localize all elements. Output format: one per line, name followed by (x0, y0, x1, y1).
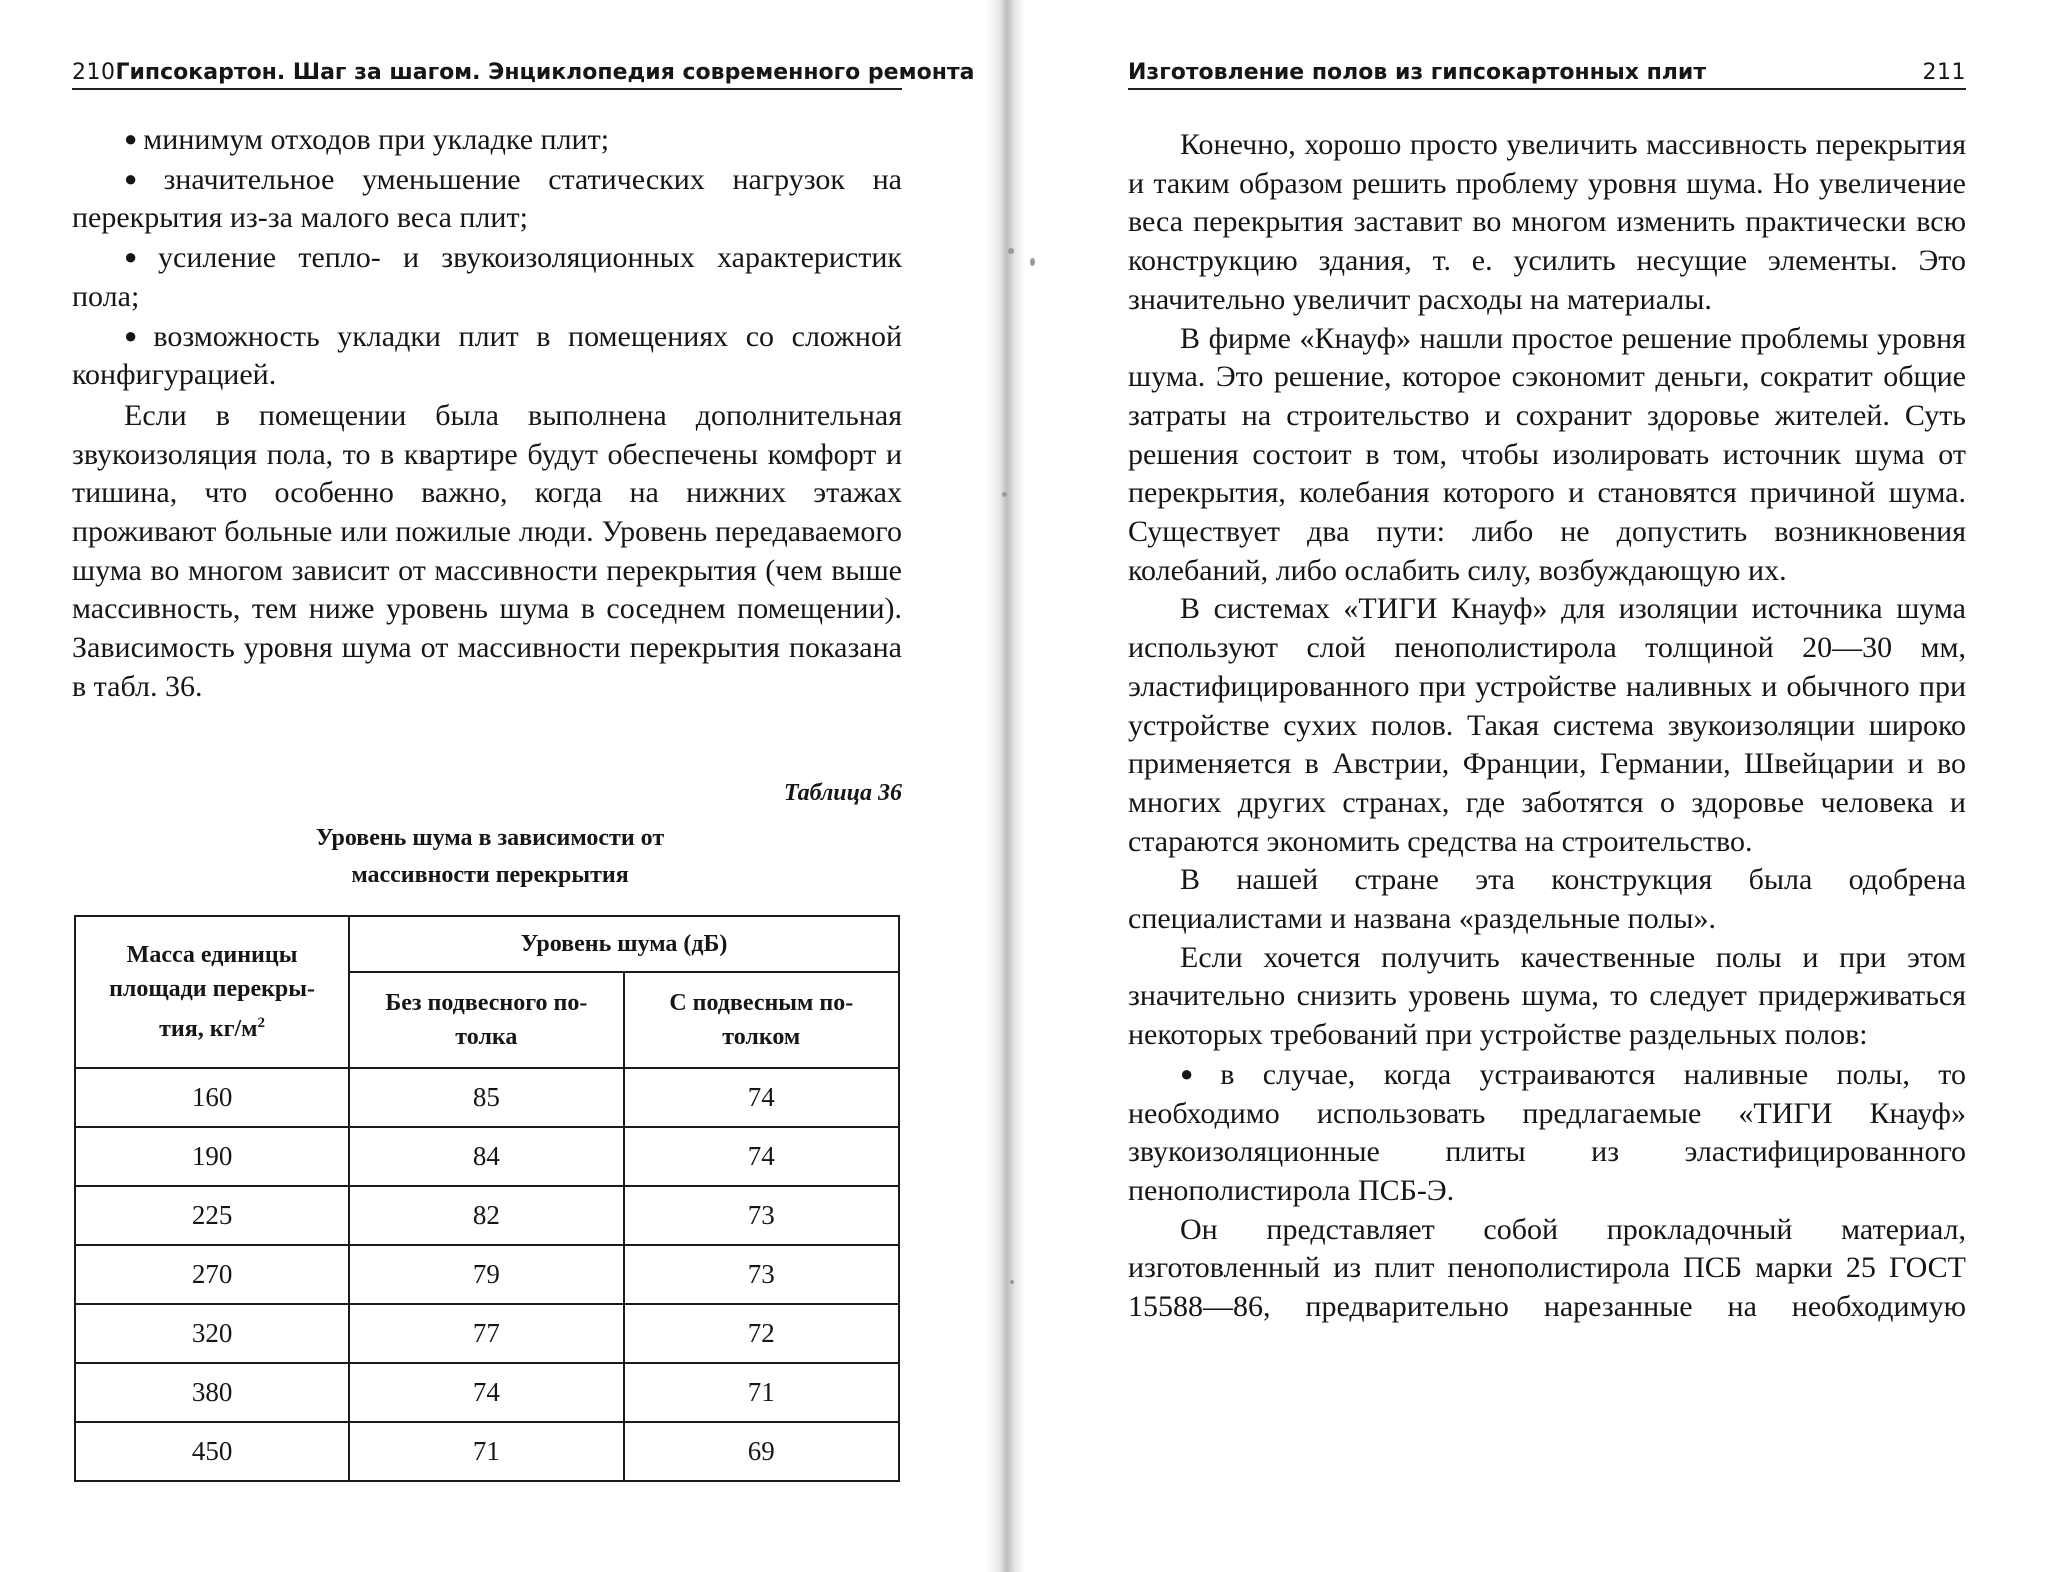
scan-speck (1008, 248, 1014, 254)
left-page (0, 0, 1000, 1572)
bullet-icon: ● (124, 244, 153, 270)
table-row: 190 84 74 (75, 1127, 899, 1186)
header-noise-level: Уровень шума (дБ) (349, 916, 899, 972)
right-page-number: 211 (1922, 60, 1966, 85)
table-row: 160 85 74 (75, 1068, 899, 1127)
table-body (75, 1068, 899, 1481)
body-paragraph: Он представляет собой прокладочный материал, изготовленный из плит пенополистирола ПСБ марки 25 ГОСТ 15588—86, предварительно нарезанные на необходимую (1128, 1212, 1966, 1324)
right-body-text (1128, 126, 1966, 1327)
right-running-title: Изготовление полов из гипсокартонных плит (1128, 60, 1707, 85)
left-running-head (72, 54, 975, 90)
bullet-item: ● минимум отходов при укладке плит; (124, 123, 610, 156)
bullet-item: ● значительное уменьшение статических нагрузок на перекрытия из-за малого веса плит; (72, 162, 903, 235)
left-page-number: 210 (72, 60, 116, 85)
right-running-head (1128, 54, 1966, 90)
header-with-ceiling: С подвесным по- толком (624, 972, 899, 1068)
scan-speck (1002, 492, 1007, 497)
bullet-icon: ● (124, 165, 158, 191)
table-row: 270 79 73 (75, 1245, 899, 1304)
table-row: 380 74 71 (75, 1363, 899, 1422)
table-row: 450 71 69 (75, 1422, 899, 1481)
body-paragraph: В фирме «Кнауф» нашли простое решение проблемы уровня шума. Это решение, которое сэкономит деньги, сократит общие затраты на строительство и сохранит здоровье жителей. Суть решения состоит в том, чтобы изолировать источник шума от перекрытия, колебания которого и становятся причиной шума. Существует два пути: либо не допустить возникновения колебаний, либо ослабить силу, возбуждающую их. (1128, 321, 1966, 587)
header-without-ceiling: Без подвесного по- толка (349, 972, 623, 1068)
body-paragraph: В системах «ТИГИ Кнауф» для изоляции источника шума используют слой пенополистирола толщиной 20—30 мм, эластифицированного при устройстве наливных и обычного при устройстве сухих полов. Такая система звукоизоляции широко применяется в Австрии, Франции, Германии, Швейцарии и во многих других странах, где заботятся о здоровье человека и стараются экономить средства на строительство. (1128, 592, 1966, 858)
bullet-icon: ● (124, 126, 138, 151)
left-body-text (72, 120, 902, 707)
table-row: 225 82 73 (75, 1186, 899, 1245)
right-page (1010, 0, 2048, 1572)
body-paragraph: Если в помещении была выполнена дополнительная звукоизоляция пола, то в квартире будут обеспечены комфорт и тишина, что особенно важно, когда на нижних этажах проживают больные или пожилые люди. Уровень передаваемого шума во многом зависит от массивности перекрытия (чем выше массивность, тем ниже уровень шума в соседнем помещении). Зависимость уровня шума от массивности перекрытия показана в табл. 36. (72, 398, 902, 703)
bullet-item: ● возможность укладки плит в помещениях со сложной конфигурацией. (72, 319, 902, 392)
scan-speck (1030, 258, 1035, 266)
table-title: Уровень шума в зависимости от массивности перекрытия (315, 825, 665, 888)
table-row: 320 77 72 (75, 1304, 899, 1363)
table-label: Таблица 36 (783, 780, 902, 806)
scan-speck (1010, 1280, 1014, 1284)
body-paragraph: Если хочется получить качественные полы и при этом значительно снизить уровень шума, то следует придерживаться некоторых требований при устройстве раздельных полов: (1128, 940, 1966, 1052)
bullet-item: ● в случае, когда устраиваются наливные полы, то необходимо использовать предлагаемые «ТИГИ Кнауф» звукоизоляционные плиты из эластифицированного пенополистирола ПСБ-Э. (1128, 1057, 1966, 1207)
left-running-title: Гипсокартон. Шаг за шагом. Энциклопедия современного ремонта (115, 60, 975, 85)
noise-level-table (74, 915, 900, 1482)
body-paragraph: В нашей стране эта конструкция была одобрена специалистами и названа «раздельные полы». (1128, 863, 1966, 936)
bullet-icon: ● (1180, 1060, 1215, 1086)
header-mass: Масса единицы площади перекры- тия, $кг/м^2$ (75, 916, 349, 1068)
body-paragraph: Конечно, хорошо просто увеличить массивность перекрытия и таким образом решить проблему уровня шума. Но увеличение веса перекрытия заставит во многом изменить практически всю конструкцию здания, т. е. усилить несущие элементы. Это значительно увеличит расходы на материалы. (1128, 128, 1966, 316)
bullet-icon: ● (124, 322, 148, 348)
bullet-item: ● усиление тепло- и звукоизоляционных характеристик пола; (72, 241, 902, 313)
